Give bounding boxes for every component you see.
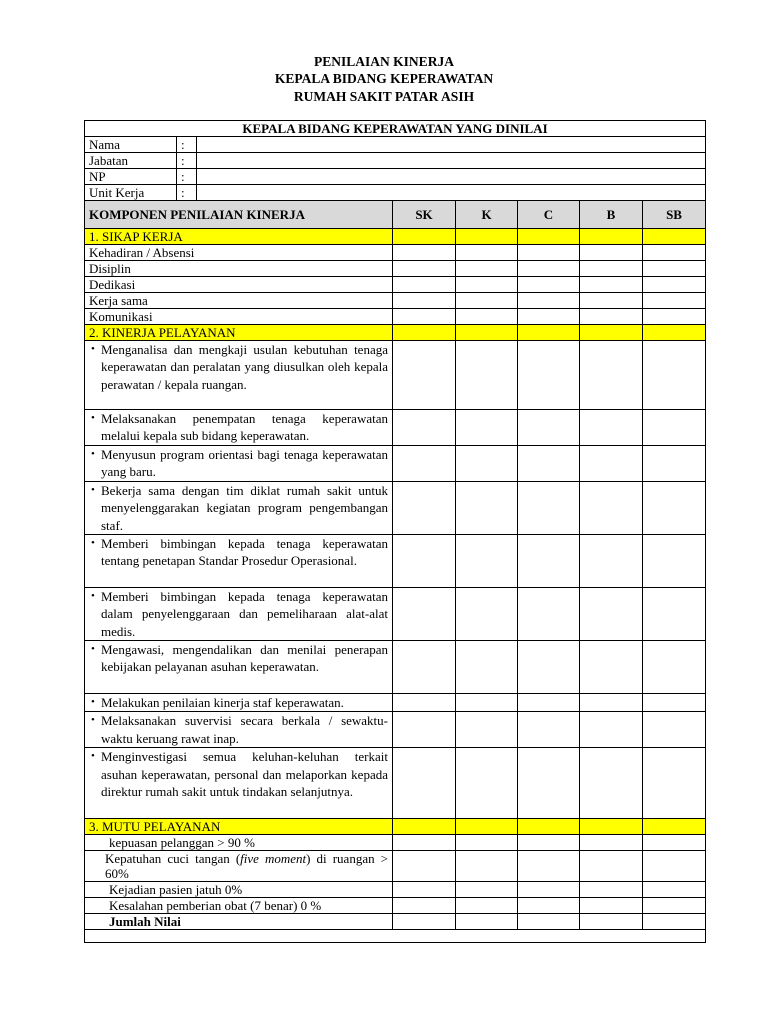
score-cell[interactable] — [643, 535, 706, 588]
criteria-row — [85, 882, 706, 898]
score-cell[interactable] — [518, 914, 580, 930]
info-colon: : — [177, 153, 197, 169]
title-line-1: PENILAIAN KINERJA — [314, 54, 454, 69]
criteria-label — [85, 446, 393, 482]
score-cell[interactable] — [393, 341, 456, 410]
score-cell[interactable] — [643, 245, 706, 261]
score-cell[interactable] — [580, 309, 643, 325]
score-cell[interactable] — [518, 309, 580, 325]
score-cell[interactable] — [393, 482, 456, 535]
criteria-text: Bekerja sama dengan tim diklat rumah sakit untuk menyelenggarakan kegiatan program pengembangan staf. — [101, 483, 388, 533]
score-cell[interactable] — [643, 341, 706, 410]
score-cell — [456, 325, 518, 341]
score-cell[interactable] — [393, 851, 456, 882]
score-cell[interactable] — [580, 446, 643, 482]
score-header-sb: SB — [643, 201, 706, 229]
criteria-row — [85, 898, 706, 914]
criteria-label — [85, 694, 393, 712]
bullet-icon: • — [91, 696, 95, 708]
score-cell[interactable] — [580, 712, 643, 748]
criteria-label — [85, 410, 393, 446]
score-cell[interactable] — [393, 446, 456, 482]
section-mutu-pelayanan — [85, 819, 706, 835]
score-cell[interactable] — [580, 293, 643, 309]
score-cell[interactable] — [456, 898, 518, 914]
document-title — [0, 53, 768, 105]
criteria-row — [85, 245, 706, 261]
score-cell[interactable] — [518, 712, 580, 748]
criteria-text-part: Kepatuhan cuci tangan ( — [105, 851, 241, 867]
info-row-nama — [85, 137, 706, 153]
score-cell[interactable] — [393, 410, 456, 446]
info-colon: : — [177, 185, 197, 201]
criteria-text: Melaksanakan penempatan tenaga keperawatan melalui kepala sub bidang keperawatan. — [101, 411, 388, 444]
total-row — [85, 914, 706, 930]
score-cell[interactable] — [580, 277, 643, 293]
criteria-row — [85, 410, 706, 446]
criteria-label: Kerja sama — [85, 293, 393, 309]
score-cell — [643, 229, 706, 245]
criteria-label — [85, 588, 393, 641]
criteria-text: Memberi bimbingan kepada tenaga keperawatan tentang penetapan Standar Prosedur Operasional. — [101, 536, 388, 569]
score-cell — [518, 229, 580, 245]
criteria-row — [85, 341, 706, 410]
score-cell[interactable] — [580, 851, 643, 882]
score-cell — [580, 819, 643, 835]
score-cell[interactable] — [518, 535, 580, 588]
blank-cell — [85, 930, 706, 943]
score-cell — [393, 229, 456, 245]
score-cell — [456, 819, 518, 835]
header-title-row — [85, 121, 706, 137]
score-cell[interactable] — [643, 277, 706, 293]
score-cell[interactable] — [518, 245, 580, 261]
score-cell[interactable] — [643, 261, 706, 277]
criteria-text: Melaksanakan suvervisi secara berkala / sewaktu-waktu keruang rawat inap. — [101, 713, 388, 746]
score-cell[interactable] — [580, 914, 643, 930]
score-cell[interactable] — [393, 882, 456, 898]
score-cell[interactable] — [393, 898, 456, 914]
score-cell[interactable] — [643, 482, 706, 535]
score-cell[interactable] — [643, 851, 706, 882]
score-cell — [393, 819, 456, 835]
criteria-label — [85, 748, 393, 819]
criteria-row — [85, 588, 706, 641]
info-colon: : — [177, 169, 197, 185]
info-value-nama[interactable] — [197, 137, 706, 153]
criteria-row — [85, 748, 706, 819]
criteria-label — [85, 641, 393, 694]
score-cell — [643, 819, 706, 835]
criteria-label — [85, 482, 393, 535]
score-cell[interactable] — [456, 712, 518, 748]
score-cell[interactable] — [643, 293, 706, 309]
criteria-row — [85, 293, 706, 309]
score-cell[interactable] — [456, 694, 518, 712]
score-cell[interactable] — [580, 694, 643, 712]
criteria-label — [85, 851, 393, 882]
score-cell[interactable] — [456, 835, 518, 851]
score-cell[interactable] — [518, 261, 580, 277]
score-cell — [518, 325, 580, 341]
criteria-text: Menyusun program orientasi bagi tenaga keperawatan yang baru. — [101, 447, 388, 480]
criteria-text: Memberi bimbingan kepada tenaga keperawatan dalam penyelenggaraan dan pemeliharaan alat-alat medis. — [101, 589, 388, 639]
score-cell[interactable] — [580, 261, 643, 277]
bullet-icon: • — [91, 448, 95, 460]
score-cell[interactable] — [456, 748, 518, 819]
criteria-label — [85, 341, 393, 410]
info-value-unit-kerja[interactable] — [197, 185, 706, 201]
score-cell[interactable] — [580, 882, 643, 898]
score-cell[interactable] — [580, 588, 643, 641]
criteria-row — [85, 712, 706, 748]
score-header-k: K — [456, 201, 518, 229]
score-cell — [580, 229, 643, 245]
score-cell[interactable] — [518, 410, 580, 446]
criteria-label: Kejadian pasien jatuh 0% — [85, 882, 393, 898]
score-cell — [518, 819, 580, 835]
score-cell[interactable] — [518, 277, 580, 293]
score-cell[interactable] — [393, 535, 456, 588]
column-header-row — [85, 201, 706, 229]
score-cell[interactable] — [456, 341, 518, 410]
score-cell[interactable] — [643, 641, 706, 694]
score-cell[interactable] — [643, 914, 706, 930]
assessment-table — [84, 120, 706, 943]
criteria-text-italic: five moment — [240, 851, 307, 867]
score-cell[interactable] — [643, 694, 706, 712]
score-cell[interactable] — [580, 245, 643, 261]
info-colon: : — [177, 137, 197, 153]
criteria-label: Disiplin — [85, 261, 393, 277]
title-line-2: KEPALA BIDANG KEPERAWATAN — [274, 71, 494, 87]
score-cell[interactable] — [456, 535, 518, 588]
bullet-icon: • — [91, 343, 95, 355]
section-sikap-kerja — [85, 229, 706, 245]
score-cell[interactable] — [580, 341, 643, 410]
score-cell — [643, 325, 706, 341]
header-title: KEPALA BIDANG KEPERAWATAN YANG DINILAI — [85, 121, 706, 137]
info-row-unit-kerja — [85, 185, 706, 201]
criteria-text: Menginvestigasi semua keluhan-keluhan terkait asuhan keperawatan, personal dan melaporkan kepada direktur rumah sakit untuk tindakan selanjutnya. — [101, 749, 388, 799]
score-cell[interactable] — [643, 898, 706, 914]
criteria-label — [85, 712, 393, 748]
score-cell[interactable] — [393, 694, 456, 712]
info-row-jabatan — [85, 153, 706, 169]
score-cell[interactable] — [393, 835, 456, 851]
info-label: Nama — [85, 137, 177, 153]
score-cell[interactable] — [643, 712, 706, 748]
score-cell[interactable] — [518, 446, 580, 482]
score-cell[interactable] — [643, 748, 706, 819]
score-cell — [456, 229, 518, 245]
score-cell[interactable] — [393, 277, 456, 293]
score-cell[interactable] — [643, 882, 706, 898]
score-cell[interactable] — [393, 588, 456, 641]
score-cell — [580, 325, 643, 341]
score-cell[interactable] — [393, 309, 456, 325]
score-cell[interactable] — [580, 535, 643, 588]
score-cell[interactable] — [456, 277, 518, 293]
info-value-jabatan[interactable] — [197, 153, 706, 169]
bullet-icon: • — [91, 412, 95, 424]
score-cell[interactable] — [393, 261, 456, 277]
criteria-row — [85, 851, 706, 882]
criteria-text: Melakukan penilaian kinerja staf keperawatan. — [101, 695, 344, 710]
score-cell[interactable] — [456, 482, 518, 535]
criteria-text: Menganalisa dan mengkaji usulan kebutuhan tenaga keperawatan dan peralatan yang diusulkan oleh kepala perawatan / kepala ruangan. — [101, 342, 388, 392]
score-cell[interactable] — [518, 898, 580, 914]
bullet-icon: • — [91, 643, 95, 655]
score-cell[interactable] — [518, 293, 580, 309]
score-cell[interactable] — [456, 293, 518, 309]
score-cell[interactable] — [518, 851, 580, 882]
score-cell[interactable] — [518, 694, 580, 712]
score-cell[interactable] — [518, 482, 580, 535]
score-cell[interactable] — [580, 898, 643, 914]
bullet-icon: • — [91, 484, 95, 496]
section-kinerja-pelayanan — [85, 325, 706, 341]
score-cell[interactable] — [518, 882, 580, 898]
title-line-3: RUMAH SAKIT PATAR ASIH — [293, 88, 475, 104]
score-cell[interactable] — [518, 641, 580, 694]
score-cell[interactable] — [456, 882, 518, 898]
score-cell — [393, 325, 456, 341]
score-cell[interactable] — [456, 446, 518, 482]
bullet-icon: • — [91, 537, 95, 549]
criteria-row — [85, 277, 706, 293]
criteria-text-part: ) di ruangan > 60% — [105, 851, 388, 882]
score-cell[interactable] — [643, 446, 706, 482]
bullet-icon: • — [91, 590, 95, 602]
section-title: 2. KINERJA PELAYANAN — [85, 325, 393, 341]
score-header-sk: SK — [393, 201, 456, 229]
score-cell[interactable] — [518, 835, 580, 851]
score-cell[interactable] — [518, 341, 580, 410]
info-row-np — [85, 169, 706, 185]
criteria-row — [85, 446, 706, 482]
info-label: Unit Kerja — [85, 185, 177, 201]
score-cell[interactable] — [580, 482, 643, 535]
score-cell[interactable] — [393, 712, 456, 748]
criteria-row — [85, 309, 706, 325]
score-cell[interactable] — [580, 410, 643, 446]
criteria-label — [85, 535, 393, 588]
criteria-label: Kehadiran / Absensi — [85, 245, 393, 261]
criteria-label: Dedikasi — [85, 277, 393, 293]
score-cell[interactable] — [456, 851, 518, 882]
info-value-np[interactable] — [197, 169, 706, 185]
bullet-icon: • — [91, 750, 95, 763]
criteria-row — [85, 641, 706, 694]
score-cell[interactable] — [580, 641, 643, 694]
score-cell[interactable] — [643, 410, 706, 446]
criteria-text: Mengawasi, mengendalikan dan menilai penerapan kebijakan pelayanan asuhan keperawatan. — [101, 642, 388, 675]
score-cell[interactable] — [393, 245, 456, 261]
criteria-label: Kesalahan pemberian obat (7 benar) 0 % — [85, 898, 393, 914]
criteria-row — [85, 261, 706, 277]
score-cell[interactable] — [580, 835, 643, 851]
score-cell[interactable] — [518, 588, 580, 641]
total-label: Jumlah Nilai — [85, 914, 393, 930]
criteria-row — [85, 835, 706, 851]
score-cell[interactable] — [456, 641, 518, 694]
score-cell[interactable] — [518, 748, 580, 819]
score-cell[interactable] — [393, 914, 456, 930]
score-header-c: C — [518, 201, 580, 229]
section-title: 1. SIKAP KERJA — [85, 229, 393, 245]
component-column-header: KOMPONEN PENILAIAN KINERJA — [85, 201, 393, 229]
criteria-row — [85, 535, 706, 588]
criteria-row — [85, 694, 706, 712]
score-cell[interactable] — [456, 245, 518, 261]
criteria-row — [85, 482, 706, 535]
score-cell[interactable] — [580, 748, 643, 819]
criteria-label: kepuasan pelanggan > 90 % — [85, 835, 393, 851]
score-cell[interactable] — [643, 588, 706, 641]
info-label: NP — [85, 169, 177, 185]
score-cell[interactable] — [456, 914, 518, 930]
criteria-label: Komunikasi — [85, 309, 393, 325]
score-cell[interactable] — [456, 410, 518, 446]
score-cell[interactable] — [643, 835, 706, 851]
score-cell[interactable] — [456, 309, 518, 325]
section-title: 3. MUTU PELAYANAN — [85, 819, 393, 835]
info-label: Jabatan — [85, 153, 177, 169]
score-cell[interactable] — [393, 748, 456, 819]
bullet-icon: • — [91, 714, 95, 727]
score-cell[interactable] — [456, 588, 518, 641]
score-cell[interactable] — [456, 261, 518, 277]
score-cell[interactable] — [393, 293, 456, 309]
score-cell[interactable] — [393, 641, 456, 694]
score-header-b: B — [580, 201, 643, 229]
score-cell[interactable] — [643, 309, 706, 325]
blank-footer-row — [85, 930, 706, 943]
